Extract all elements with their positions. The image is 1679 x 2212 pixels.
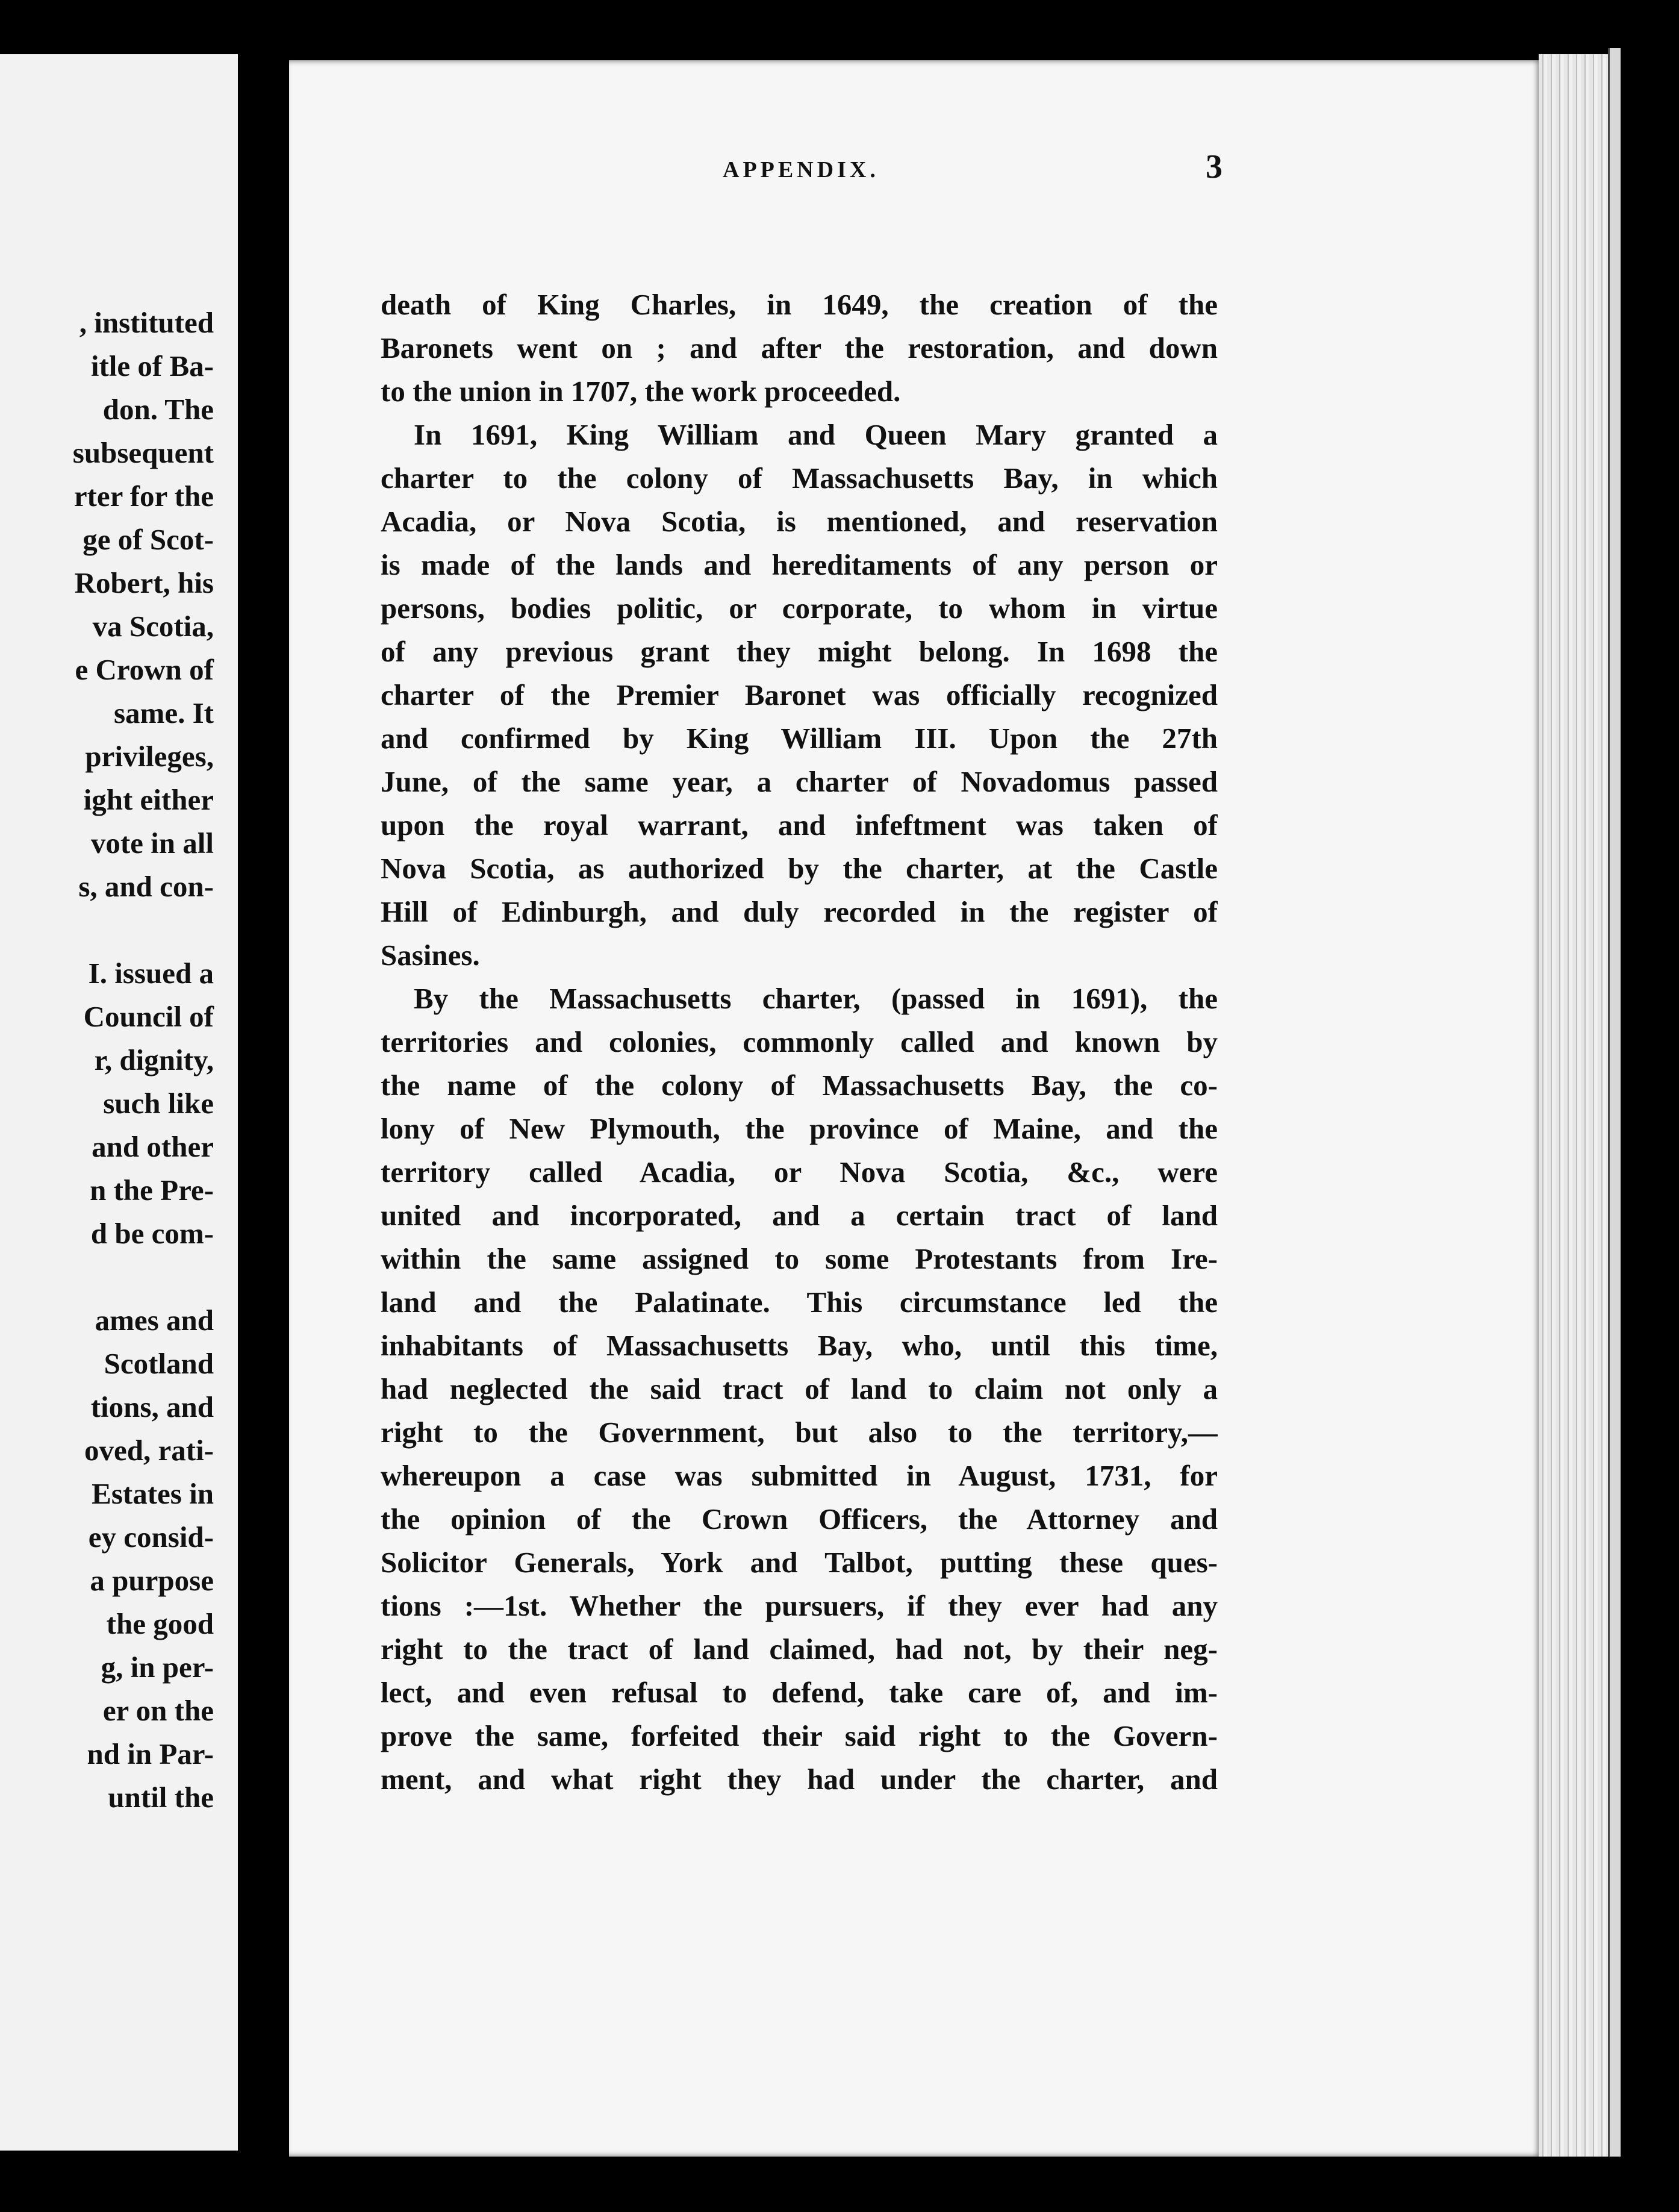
- text-line: had neglected the said tract of land to claim not only a: [381, 1372, 1218, 1405]
- running-head: APPENDIX.: [723, 157, 879, 183]
- text-line: the name of the colony of Massachusetts Bay, the co-: [381, 1069, 1218, 1102]
- text-line: ment, and what right they had under the charter, and: [381, 1763, 1218, 1796]
- text-line: Acadia, or Nova Scotia, is mentioned, and reservation: [381, 505, 1218, 538]
- text-line: and confirmed by King William III. Upon the 27th: [381, 722, 1218, 755]
- text-line: right to the tract of land claimed, had not, by their neg-: [381, 1632, 1218, 1666]
- page-number: 3: [1206, 148, 1223, 186]
- text-line: Nova Scotia, as authorized by the charter, at the Castle: [381, 852, 1218, 885]
- left-page-line: s, and con-: [78, 870, 214, 903]
- left-page-line: [0, 1255, 214, 1299]
- text-line: right to the Government, but also to the territory,—: [381, 1416, 1218, 1449]
- left-page-line: Estates in: [92, 1477, 214, 1510]
- left-page-line: nd in Par-: [87, 1737, 214, 1770]
- left-page-line: don. The: [102, 393, 214, 426]
- left-page-line: rter for the: [73, 480, 214, 513]
- left-page-line: the good: [106, 1607, 214, 1640]
- left-page-line: ey consid-: [88, 1520, 214, 1554]
- text-line: Solicitor Generals, York and Talbot, putting these ques-: [381, 1546, 1218, 1579]
- left-page-line: d be com-: [90, 1217, 214, 1250]
- text-line: territories and colonies, commonly called and known by: [381, 1025, 1218, 1058]
- text-line: inhabitants of Massachusetts Bay, who, until this time,: [381, 1329, 1218, 1362]
- text-line: upon the royal warrant, and infeftment was taken of: [381, 808, 1218, 842]
- left-page-line: privileges,: [85, 740, 214, 773]
- left-page-line: er on the: [102, 1694, 214, 1727]
- left-page-line: r, dignity,: [94, 1043, 214, 1076]
- left-page-line: ight either: [83, 783, 214, 816]
- text-line: Sasines.: [381, 939, 480, 972]
- left-page-line: subsequent: [72, 436, 214, 469]
- text-line: In 1691, King William and Queen Mary granted a: [414, 418, 1218, 451]
- left-page-line: same. It: [113, 696, 214, 730]
- left-page-line: tions, and: [90, 1390, 214, 1423]
- text-line: to the union in 1707, the work proceeded.: [381, 375, 901, 408]
- text-line: charter to the colony of Massachusetts Bay, in which: [381, 461, 1218, 495]
- left-page-line: e Crown of: [75, 653, 214, 686]
- left-page-text: [0, 301, 214, 1819]
- paragraph: [381, 977, 1218, 1801]
- paragraph: [381, 413, 1218, 977]
- text-line: land and the Palatinate. This circumstance led the: [381, 1286, 1218, 1319]
- text-line: Hill of Edinburgh, and duly recorded in the register of: [381, 895, 1218, 928]
- left-page-line: n the Pre-: [90, 1173, 214, 1207]
- page-edges: [1539, 54, 1608, 2157]
- text-line: June, of the same year, a charter of Novadomus passed: [381, 765, 1218, 798]
- left-page-line: a purpose: [90, 1564, 214, 1597]
- book-cover-edge: [1608, 48, 1621, 2157]
- text-line: of any previous grant they might belong. In 1698 the: [381, 635, 1218, 668]
- text-line: charter of the Premier Baronet was officially recognized: [381, 678, 1218, 711]
- left-page-line: , instituted: [79, 306, 214, 339]
- left-page-line: oved, rati-: [84, 1434, 214, 1467]
- text-line: persons, bodies politic, or corporate, to whom in virtue: [381, 592, 1218, 625]
- text-line: within the same assigned to some Protestants from Ire-: [381, 1242, 1218, 1275]
- text-line: death of King Charles, in 1649, the creation of the: [381, 288, 1218, 321]
- body-text: [381, 283, 1218, 1801]
- left-page-line: and other: [92, 1130, 214, 1163]
- left-page-line: ames and: [95, 1304, 214, 1337]
- book-gutter: [238, 0, 289, 2212]
- left-page-line: va Scotia,: [92, 610, 214, 643]
- paragraph: [381, 283, 1218, 413]
- left-page-line: ge of Scot-: [83, 523, 214, 556]
- text-line: lect, and even refusal to defend, take care of, and im-: [381, 1676, 1218, 1709]
- left-page-line: Scotland: [104, 1347, 214, 1380]
- left-page-line: Council of: [83, 1000, 214, 1033]
- text-line: By the Massachusetts charter, (passed in 1691), the: [414, 982, 1218, 1015]
- text-line: lony of New Plymouth, the province of Maine, and the: [381, 1112, 1218, 1145]
- text-line: territory called Acadia, or Nova Scotia, &c., were: [381, 1155, 1218, 1189]
- text-line: united and incorporated, and a certain tract of land: [381, 1199, 1218, 1232]
- left-page-line: g, in per-: [101, 1651, 214, 1684]
- left-page-line: itle of Ba-: [90, 349, 214, 383]
- text-line: is made of the lands and hereditaments of any person or: [381, 548, 1218, 581]
- page-header: [723, 148, 1223, 202]
- text-line: the opinion of the Crown Officers, the Attorney and: [381, 1502, 1218, 1536]
- left-page-line: such like: [103, 1087, 214, 1120]
- left-page-line: [0, 908, 214, 952]
- text-line: Baronets went on ; and after the restoration, and down: [381, 331, 1218, 364]
- text-line: tions :—1st. Whether the pursuers, if they ever had any: [381, 1589, 1218, 1622]
- left-page-line: Robert, his: [74, 566, 214, 599]
- left-page-line: until the: [108, 1781, 214, 1814]
- text-line: prove the same, forfeited their said right to the Govern-: [381, 1719, 1218, 1752]
- text-line: whereupon a case was submitted in August, 1731, for: [381, 1459, 1218, 1492]
- left-page-line: I. issued a: [88, 957, 214, 990]
- left-facing-page: [0, 54, 238, 2151]
- left-page-line: vote in all: [90, 826, 214, 860]
